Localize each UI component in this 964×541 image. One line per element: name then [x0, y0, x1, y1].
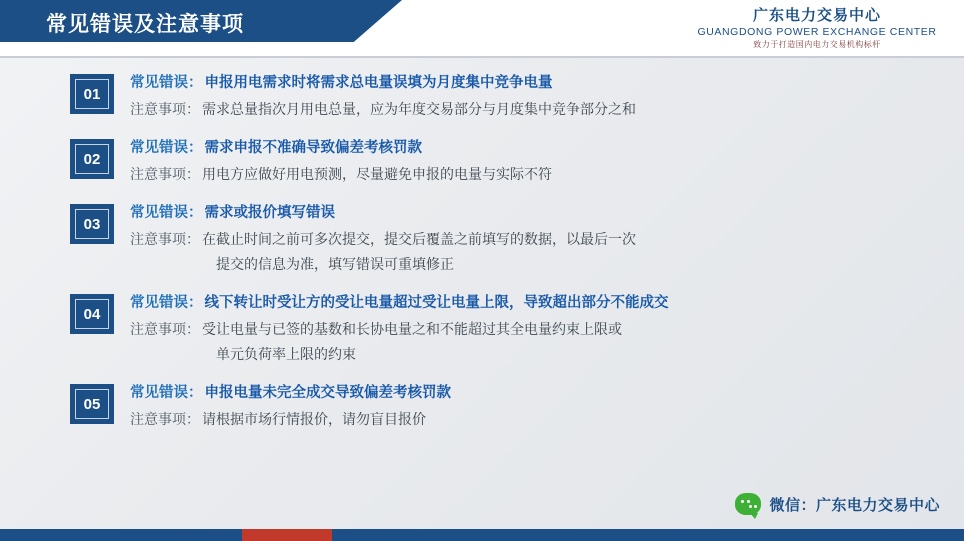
error-line — [130, 71, 636, 92]
error-text: 需求或报价填写错误 — [204, 205, 335, 221]
list-item — [70, 135, 950, 184]
item-number-badge — [70, 74, 114, 114]
error-text: 线下转让时受让方的受让电量超过受让电量上限，导致超出部分不能成交 — [204, 295, 669, 311]
error-label: 常见错误： — [130, 295, 203, 311]
item-number-badge — [70, 139, 114, 179]
list-item — [70, 70, 950, 119]
footer-segment-right — [332, 529, 964, 541]
error-label: 常见错误： — [130, 140, 203, 156]
footer-segment-accent — [242, 529, 332, 541]
error-text: 申报电量未完全成交导致偏差考核罚款 — [204, 385, 451, 401]
org-name-en: GUANGDONG POWER EXCHANGE CENTER — [697, 26, 937, 38]
org-slogan: 致力于打造国内电力交易机构标杆 — [753, 40, 881, 49]
note-text: 在截止时间之前可多次提交，提交后覆盖之前填写的数据，以最后一次 — [202, 231, 636, 247]
org-name-cn: 广东电力交易中心 — [752, 7, 881, 24]
wechat-icon — [735, 493, 761, 515]
note-line — [130, 229, 636, 249]
note-line — [130, 409, 451, 429]
item-content — [130, 70, 636, 119]
note-text: 受让电量与已签的基数和长协电量之和不能超过其全电量约束上限或 — [202, 321, 622, 337]
note-line — [130, 319, 669, 339]
note-label: 注意事项： — [130, 101, 200, 117]
error-line — [130, 201, 636, 222]
header-divider — [0, 56, 964, 58]
footer-segment-left — [0, 529, 242, 541]
note-line — [130, 164, 552, 184]
note-label: 注意事项： — [130, 166, 200, 182]
note-text: 用电方应做好用电预测，尽量避免申报的电量与实际不符 — [202, 166, 552, 182]
item-number-badge — [70, 204, 114, 244]
note-text-continued: 单元负荷率上限的约束 — [216, 346, 356, 362]
list-item — [70, 290, 950, 364]
error-label: 常见错误： — [130, 75, 203, 91]
item-number: 01 — [83, 85, 101, 103]
note-label: 注意事项： — [130, 231, 200, 247]
item-content — [130, 290, 669, 364]
wechat-label: 微信：广东电力交易中心 — [769, 496, 940, 514]
error-text: 申报用电需求时将需求总电量误填为月度集中竞争电量 — [204, 75, 553, 91]
item-number: 02 — [83, 150, 101, 168]
error-label: 常见错误： — [130, 385, 203, 401]
page-title: 常见错误及注意事项 — [46, 13, 244, 36]
item-content — [130, 380, 451, 429]
list-item — [70, 200, 950, 274]
item-number-badge — [70, 384, 114, 424]
item-content — [130, 200, 636, 274]
item-content — [130, 135, 552, 184]
error-text: 需求申报不准确导致偏差考核罚款 — [204, 140, 422, 156]
footer-bar — [0, 529, 964, 541]
note-label: 注意事项： — [130, 321, 200, 337]
error-line — [130, 136, 552, 157]
error-line — [130, 291, 669, 312]
note-text: 请根据市场行情报价，请勿盲目报价 — [202, 411, 426, 427]
wechat-footer — [735, 493, 940, 515]
note-label: 注意事项： — [130, 411, 200, 427]
slide-header — [0, 0, 964, 58]
item-number: 04 — [83, 305, 101, 323]
note-text-continued: 提交的信息为准，填写错误可重填修正 — [216, 256, 454, 272]
item-number: 03 — [83, 215, 101, 233]
item-number: 05 — [83, 395, 101, 413]
item-number-badge — [70, 294, 114, 334]
error-label: 常见错误： — [130, 205, 203, 221]
issue-list — [70, 70, 950, 445]
list-item — [70, 380, 950, 429]
error-line — [130, 381, 451, 402]
org-logo — [692, 4, 942, 50]
note-text: 需求总量指次月用电总量，应为年度交易部分与月度集中竞争部分之和 — [202, 101, 636, 117]
note-line — [130, 99, 636, 119]
